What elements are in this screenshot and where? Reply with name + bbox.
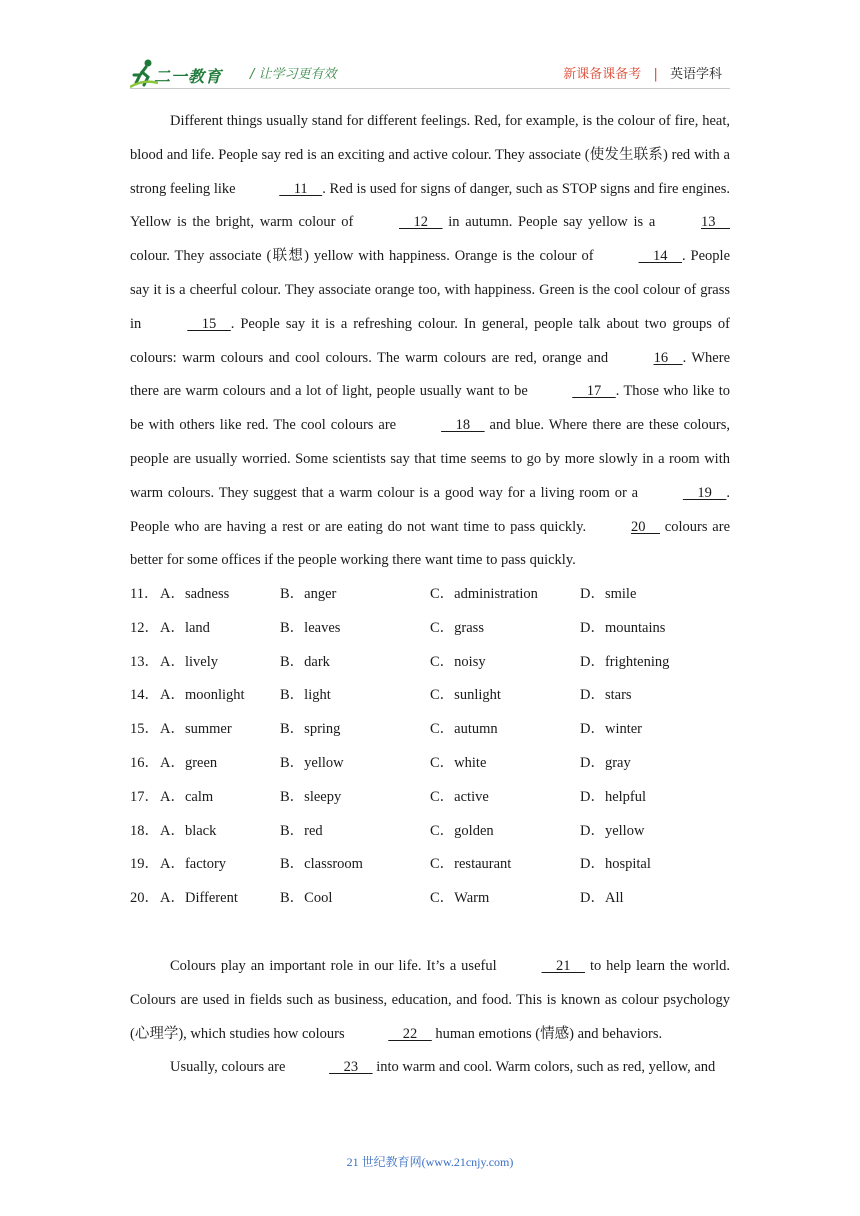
answer-blank[interactable]: 16 [653, 349, 683, 366]
answer-option[interactable]: D．yellow [580, 822, 645, 839]
answer-option[interactable]: A．factory [160, 856, 227, 873]
answer-blank[interactable]: 20 [630, 518, 660, 535]
passage-text: . People say it is a refreshing colour. In general, people talk about two groups of colours: warm colours and cool colours. The warm colours are red, orange and [130, 315, 730, 366]
answer-blank[interactable]: 21 [541, 958, 586, 974]
answer-blank[interactable]: 23 [329, 1059, 373, 1076]
passage-1 [130, 105, 730, 578]
header-course-label: 新课备课备考 [563, 67, 642, 82]
answer-option[interactable]: B．yellow [280, 754, 344, 771]
answer-option[interactable]: C．autumn [430, 721, 498, 738]
answer-blank[interactable]: 15 [187, 315, 231, 332]
question-number: 14． [130, 687, 159, 704]
question-row [130, 749, 730, 783]
question-number: 16． [130, 754, 159, 771]
answer-option[interactable]: A．sadness [160, 586, 230, 602]
answer-option[interactable]: A．Different [160, 890, 238, 907]
header-subject-label: 英语学科 [669, 67, 722, 82]
answer-option[interactable]: B．sleepy [280, 788, 342, 805]
answer-option[interactable]: D．helpful [580, 788, 647, 805]
answer-option[interactable]: A．lively [160, 653, 218, 670]
header-divider [130, 88, 730, 89]
answer-option[interactable]: A．summer [160, 721, 232, 738]
answer-option[interactable]: B．leaves [280, 619, 341, 636]
question-number: 11． [130, 586, 159, 602]
passage-text: . People who are having a rest or are eating do not want time to pass quickly. [130, 484, 730, 535]
answer-option[interactable]: B．dark [280, 653, 330, 670]
logo [130, 55, 240, 89]
answer-option[interactable]: C．active [430, 788, 489, 805]
question-number: 18． [130, 822, 159, 839]
answer-option[interactable]: A．land [160, 619, 210, 636]
passage-text: . Red is used for signs of danger, such as STOP signs and fire engines. Yellow is the bright, warm colour of [130, 180, 730, 231]
answer-option[interactable]: D．gray [580, 754, 631, 771]
question-number: 12． [130, 619, 159, 636]
answer-option[interactable]: C．administration [430, 586, 538, 602]
passage-2 [130, 950, 730, 1085]
passage-text: . Those who like to be with others like red. The cool colours are [130, 383, 730, 434]
question-row [130, 648, 730, 682]
answer-blank[interactable]: 17 [572, 383, 616, 400]
question-row [130, 580, 730, 614]
passage-text: . People say it is a cheerful colour. They associate orange too, with happiness. Green is the cool colour of grass in [130, 248, 731, 332]
passage-text: . Where there are warm colours and a lot of light, people usually want to be [130, 349, 731, 400]
logo-text: 二一教育 [154, 67, 223, 86]
answer-option[interactable]: B．anger [280, 586, 337, 602]
answer-option[interactable]: D．winter [580, 721, 643, 738]
answer-option[interactable]: B．spring [280, 721, 341, 738]
answer-option[interactable]: C．sunlight [430, 687, 501, 704]
answer-option[interactable]: B．Cool [280, 890, 333, 907]
question-number: 13． [130, 653, 159, 670]
answer-option[interactable]: D．frightening [580, 653, 670, 670]
question-row [130, 783, 730, 817]
question-row [130, 681, 730, 715]
answer-option[interactable]: A．green [160, 754, 218, 771]
passage-text: in autumn. People say yellow is a [442, 214, 661, 231]
answer-option[interactable]: D．All [580, 890, 624, 907]
question-row [130, 614, 730, 648]
answer-option[interactable]: D．hospital [580, 856, 651, 873]
answer-option[interactable]: B．light [280, 687, 331, 704]
answer-blank[interactable]: 14 [638, 248, 682, 265]
question-options [130, 580, 730, 918]
header-slogan: / 让学习更有效 [250, 67, 337, 82]
answer-blank[interactable]: 12 [399, 214, 443, 231]
answer-option[interactable]: D．stars [580, 687, 632, 704]
answer-option[interactable]: C．restaurant [430, 856, 512, 873]
passage-text: Different things usually stand for different feelings. Red, for example, is the colour of fire, heat, blood and life. People say red is an exciting and active colour. They associate (使发生联系) red with a strong feeling like [130, 113, 730, 197]
answer-option[interactable]: A．black [160, 822, 217, 839]
passage-text: colours are better for some offices if the people working there want time to pass quickly. [130, 518, 731, 569]
answer-option[interactable]: C．white [430, 754, 487, 771]
answer-option[interactable]: D．smile [580, 586, 637, 602]
page-footer: 21 世纪教育网(www.21cnjy.com) [346, 1155, 514, 1169]
answer-option[interactable]: C．grass [430, 619, 484, 636]
answer-blank[interactable]: 18 [441, 417, 485, 434]
question-row [130, 817, 730, 851]
answer-option[interactable]: C．noisy [430, 653, 486, 670]
question-number: 15． [130, 721, 159, 738]
passage-text: Colours play an important role in our life. It’s a useful [170, 958, 502, 974]
answer-option[interactable]: D．mountains [580, 619, 666, 636]
passage-2-paragraph-1 [130, 950, 730, 1051]
page-header [130, 55, 730, 91]
question-number: 19． [130, 856, 159, 873]
answer-option[interactable]: A．moonlight [160, 687, 245, 704]
question-number: 17． [130, 788, 159, 805]
question-number: 20． [130, 890, 159, 907]
answer-blank[interactable]: 19 [682, 484, 727, 501]
passage-text: colour. They associate (联想) yellow with happiness. Orange is the colour of [130, 248, 599, 265]
header-subject [563, 63, 722, 82]
passage-text: into warm and cool. Warm colors, such as red, yellow, and [372, 1059, 716, 1076]
answer-option[interactable]: C．golden [430, 822, 494, 839]
passage-text: Usually, colours are [170, 1059, 290, 1076]
answer-blank[interactable]: 22 [388, 1025, 432, 1042]
passage-text: to help learn the world. Colours are used in fields such as business, education, and food. This is known as colour psychology (心理学), which studies how colours [130, 958, 731, 1042]
answer-option[interactable]: B．red [280, 822, 323, 839]
passage-text: and blue. Where there are these colours, people are usually worried. Some scientists say that time seems to go by more slowly in a room with warm colours. They suggest that a warm colour is a good way for a living room or a [130, 417, 730, 501]
passage-2-paragraph-2 [130, 1051, 730, 1085]
header-separator: | [653, 67, 658, 82]
answer-blank[interactable]: 13 [701, 214, 730, 231]
question-row [130, 850, 730, 884]
answer-option[interactable]: A．calm [160, 788, 214, 805]
question-row [130, 715, 730, 749]
question-row [130, 884, 730, 918]
answer-option[interactable]: C．Warm [430, 890, 490, 907]
answer-option[interactable]: B．classroom [280, 856, 363, 873]
passage-text: human emotions (情感) and behaviors. [431, 1025, 663, 1042]
passage-1-paragraph [130, 105, 730, 578]
answer-blank[interactable]: 11 [279, 180, 323, 197]
